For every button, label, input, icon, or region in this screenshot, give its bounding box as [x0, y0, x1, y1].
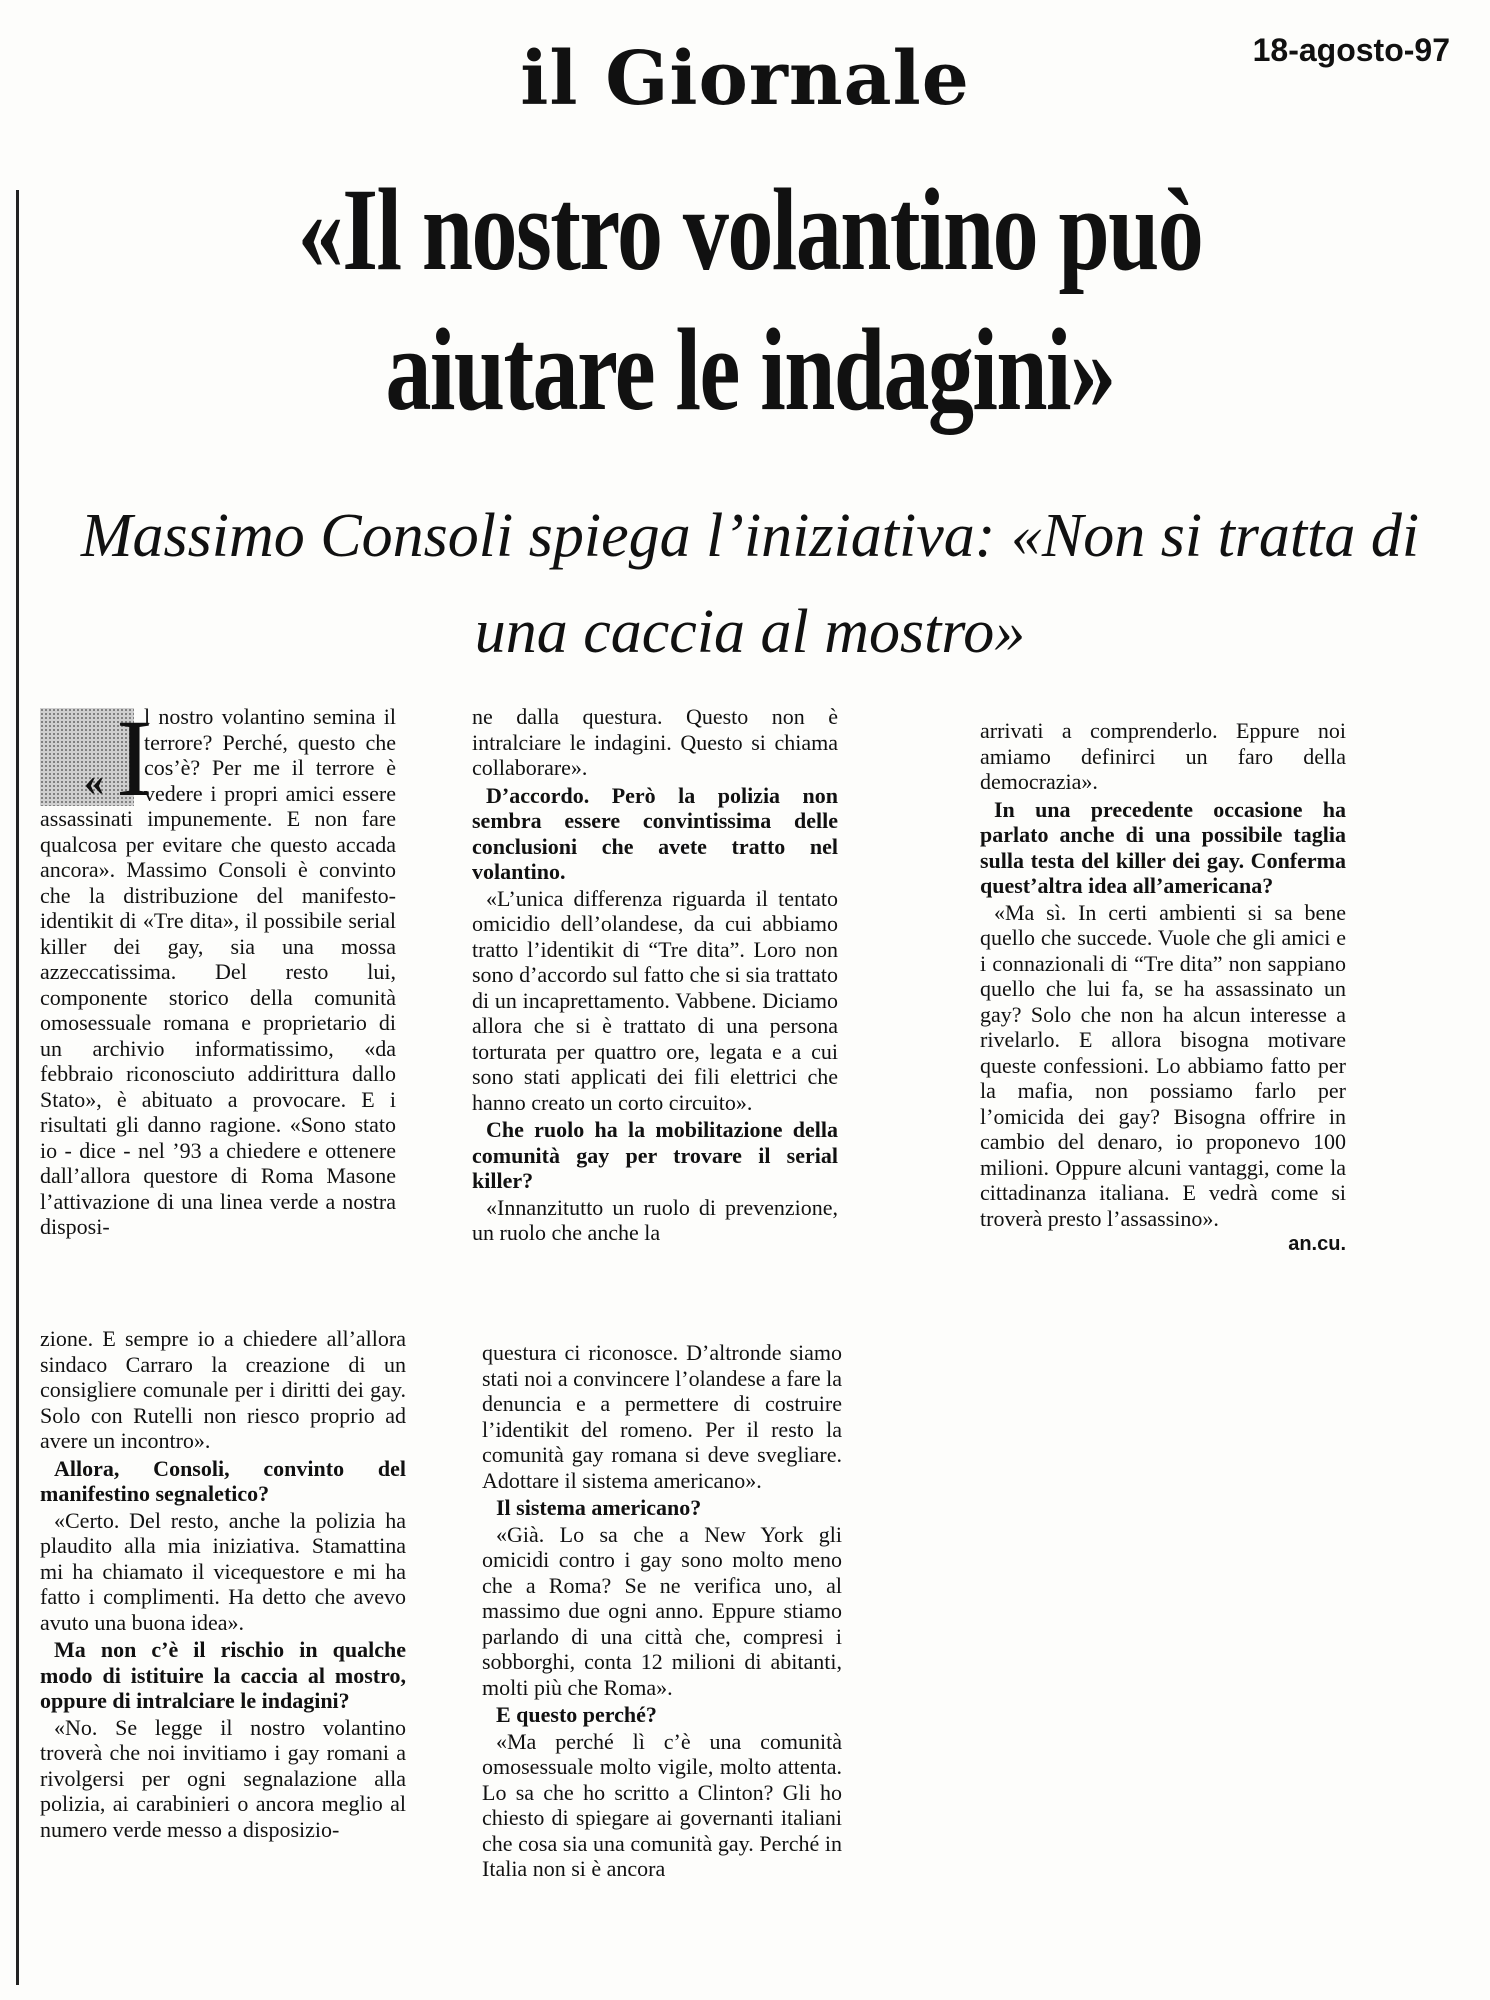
left-margin-rule [16, 190, 19, 1985]
interview-question: E questo perché? [496, 1702, 657, 1727]
interview-question: Allora, Consoli, convinto del manifestino segnaletico? [40, 1455, 406, 1506]
article-subheadline: Massimo Consoli spiega l’iniziativa: «Non si tratta di una caccia al mostro» [80, 502, 1420, 666]
interview-question: D’accordo. Però la polizia non sembra essere convintissima delle conclusioni che avete tratto nel volantino. [472, 782, 838, 884]
paragraph: questura ci riconosce. D’altronde siamo stati noi a convincere l’olandese a fare la denuncia e a permettere di costruire l’identikit del romeno. Per il resto la comunità gay romana si deve svegliare. Adottare il sistema americano». [482, 1340, 842, 1493]
paragraph: «L’unica differenza riguarda il tentato omicidio dell’olandese, da cui abbiamo tratto l’identikit di “Tre dita”. Loro non sono d’accordo sul fatto che si sia trattato di un incaprettamento. Vabbene. Diciamo allora che si è trattato di una persona torturata per quattro ore, legata e a cui sono stati applicati dei fili elettrici che hanno creato un corto circuito». [472, 885, 838, 1115]
drop-cap-box [40, 704, 153, 819]
column-1-top [40, 704, 396, 1319]
paragraph: «Ma sì. In certi ambienti si sa bene quello che succede. Vuole che gli amici e i connazionali di “Tre dita” non sappiano quello che lui fa, se ha assassinato un gay? Solo che non ha alcun interesse a rivelarlo. E allora bisogna motivare queste confessioni. Lo abbiamo fatto per la mafia, non possiamo farlo per l’omicida dei gay? Bisogna offrire in cambio del denaro, io proponevo 100 milioni. Oppure alcuni vantaggi, come la cittadinanza italiana. E vedrà come si troverà presto l’assassino». [980, 899, 1346, 1231]
column-3 [980, 718, 1346, 1338]
paragraph: «Innanzitutto un ruolo di prevenzione, un ruolo che anche la [472, 1194, 838, 1245]
paragraph: zione. E sempre io a chiedere all’allora sindaco Carraro la creazione di un consigliere comunale per i diritti dei gay. Solo con Rutelli non riesco proprio ad avere un incontro». [40, 1326, 406, 1453]
column-2-top [472, 704, 838, 1320]
paragraph: l nostro volantino semina il terrore? Perché, questo che cos’è? Per me il terrore è vedere i propri amici essere assassinati impunemente. E non fare qualcosa per evitare che questo accada ancora». Massimo Consoli è convinto che la distribuzione del manifesto-identikit di «Tre dita», il possibile serial killer dei gay, sia una mossa azzeccatissima. Del resto lui, componente storico della comunità omosessuale romana e proprietario di un archivio informatissimo, «da febbraio riconosciuto addirittura dallo Stato», è abituato a provocare. E i risultati gli danno ragione. «Sono stato io - dice - nel ’93 a chiedere e ottenere dall’allora questore di Roma Masone l’attivazione di una linea verde a nostra disposi- [40, 704, 396, 1239]
paragraph: ne dalla questura. Questo non è intralciare le indagini. Questo si chiama collaborare». [472, 704, 838, 780]
interview-question: Ma non c’è il rischio in qualche modo di istituire la caccia al mostro, oppure di intralciare le indagini? [40, 1637, 406, 1713]
paragraph: «Già. Lo sa che a New York gli omicidi contro i gay sono molto meno che a Roma? Se ne verifica uno, al massimo due ogni anno. Eppure stiamo parlando di una città che, compresi i sobborghi, conta 12 milioni di abitanti, molti più che Roma». [482, 1521, 842, 1700]
column-1-bottom [40, 1326, 406, 1978]
newspaper-masthead: il Giornale [520, 36, 970, 122]
interview-question: Il sistema americano? [496, 1495, 702, 1520]
author-signature: an.cu. [1288, 1233, 1346, 1255]
paragraph: «No. Se legge il nostro volantino troverà che noi invitiamo i gay romani a rivolgersi per ogni segnalazione alla polizia, ai carabinieri o ancora meglio al numero verde messo a disposizio- [40, 1714, 406, 1842]
paragraph: «Ma perché lì c’è una comunità omosessuale molto vigile, molto attenta. Lo sa che ho scritto a Clinton? Gli ho chiesto di spiegare ai governanti italiani che cosa sia una comunità gay. Perché in Italia non si è ancora [482, 1728, 842, 1881]
paragraph: arrivati a comprenderlo. Eppure noi amiamo definirci un faro della democrazia». [980, 718, 1346, 794]
publication-date: 18-agosto-97 [1252, 32, 1450, 68]
article-headline: «Il nostro volantino può aiutare le indagini» [297, 164, 1203, 435]
drop-cap-quote-mark: « [84, 759, 104, 804]
paragraph: «Certo. Del resto, anche la polizia ha plaudito alla mia iniziativa. Stamattina mi ha chiamato il vicequestore e mi ha fatto i complimenti. Ha detto che avevo avuto una buona idea». [40, 1507, 406, 1635]
column-2-bottom [482, 1340, 842, 1982]
drop-cap-letter: I [116, 704, 153, 819]
interview-question: In una precedente occasione ha parlato anche di una possibile taglia sulla testa del killer dei gay. Conferma quest’altra idea all’americana? [980, 796, 1346, 898]
interview-question: Che ruolo ha la mobilitazione della comunità gay per trovare il serial killer? [472, 1117, 838, 1193]
